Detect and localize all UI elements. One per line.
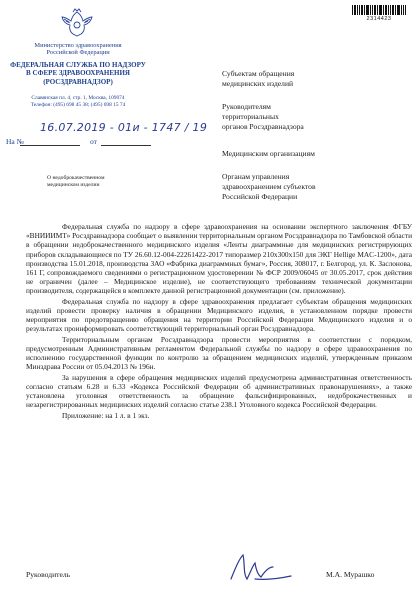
- recipient-line: здравоохранением субъектов: [222, 182, 316, 191]
- agency-line: В СФЕРЕ ЗДРАВООХРАНЕНИЯ: [26, 69, 130, 78]
- recipient-line: Субъектам обращения: [222, 69, 295, 78]
- signatory-name: М.А. Мурашко: [326, 570, 375, 579]
- address-line: Славянская пл. 4, стр. 1, Москва, 109074: [31, 95, 125, 101]
- recipient-block: [222, 172, 412, 202]
- ministry-line: Российской Федерации: [46, 49, 110, 57]
- recipient-block: [222, 102, 412, 132]
- recipient-line: Медицинским организациям: [222, 149, 315, 158]
- barcode-number: 2314423: [366, 16, 392, 22]
- subject-line: медицинском изделии: [47, 182, 100, 188]
- number-underline: [20, 145, 80, 146]
- handwritten-signature: [225, 549, 297, 589]
- registration-stamp: 16.07.2019 - 01и - 1747 / 19: [40, 121, 208, 134]
- letter-body: [26, 222, 412, 421]
- ministry-line: Министерство здравоохранения: [34, 42, 122, 49]
- recipient-line: медицинских изделий: [222, 79, 294, 88]
- letter-subject: [47, 175, 105, 189]
- barcode-icon: [352, 5, 406, 15]
- recipient-line: Российской Федерации: [222, 192, 298, 201]
- agency-address: [4, 95, 152, 109]
- agency-name: [4, 61, 152, 86]
- signatory-position: Руководитель: [26, 570, 71, 579]
- ministry-name: [4, 42, 152, 57]
- body-paragraph: Федеральная служба по надзору в сфере здравоохранения на основании экспертного заключения ФГБУ «ВНИИИМТ» Росздравнадзора сообщает о выявлении территориальным органом Росздравнадзора по Тамбовской области в обращении недоброкачественного медицинского изделия «Ленты диаграммные для медицинских регистрирующих приборов складывающиеся по ТУ 26.60.12-004-22261422-2017 типоразмер 210x300x150 для ЭКГ Hellige MAC-1200», дата производства 15.01.2018, производства ЗАО «Фабрика диаграммных бумаг», Россия, 308017, г. Белгород, ул. К. Заслонова, 161 Г, сопровождаемого сведениями о регистрационном удостоверении № ФСР 2009/06045 от 30.05.2017, срок действия не ограничен (далее – Медицинское изделие), не соответствующего требованиям технической документации производителя, содержащейся в комплекте данной регистрационной документации (см. приложение).: [26, 222, 413, 296]
- body-paragraph: За нарушения в сфере обращения медицинских изделий предусмотрена административная ответственность согласно статьям 6.28 и 6.33 «Кодекса Российской Федерации об административных правонарушениях», а также установлена уголовная ответственность за обращение фальсифицированных, недоброкачественных и незарегистрированных медицинских изделий согласно статье 238.1 Уголовного кодекса Российской Федерации.: [26, 372, 412, 410]
- from-label: от: [90, 137, 97, 146]
- body-paragraph: Территориальным органам Росздравнадзора провести мероприятия в соответствии с порядком, предусмотренным Административным регламентом Федеральной службы по надзору в сфере здравоохранения по исполнению государственной функции по контролю за обращением медицинских изделий, утвержденным приказом Минздрава России от 05.04.2013 № 196н.: [26, 334, 412, 372]
- recipient-line: Органам управления: [222, 172, 290, 181]
- recipient-line: органов Росздравнадзора: [222, 122, 304, 131]
- attachment-note: Приложение: на 1 л. в 1 экз.: [62, 410, 150, 420]
- from-underline: [101, 145, 151, 146]
- subject-line: О недоброкачественном: [47, 175, 105, 181]
- recipient-line: территориальных: [222, 112, 279, 121]
- agency-line: (РОСЗДРАВНАДЗОР): [43, 77, 113, 86]
- coat-of-arms-icon: [60, 8, 94, 38]
- body-paragraph: Федеральная служба по надзору в сфере здравоохранения предлагает субъектам обращения медицинских изделий провести проверку наличия в обращении Медицинского изделия, в установленном порядке провести мероприятия по предотвращению обращения на территории Российской Федерации Медицинского изделия и о результатах проинформировать соответствующий территориальный орган Росздравнадзора.: [26, 296, 412, 334]
- agency-line: ФЕДЕРАЛЬНАЯ СЛУЖБА ПО НАДЗОРУ: [10, 61, 146, 69]
- recipient-block: [222, 69, 412, 89]
- number-label: На №: [6, 137, 24, 146]
- recipient-line: Руководителям: [222, 102, 271, 111]
- recipient-block: [222, 149, 412, 159]
- address-line: Телефон: (495) 698 45 38; (495) 698 15 74: [30, 102, 126, 108]
